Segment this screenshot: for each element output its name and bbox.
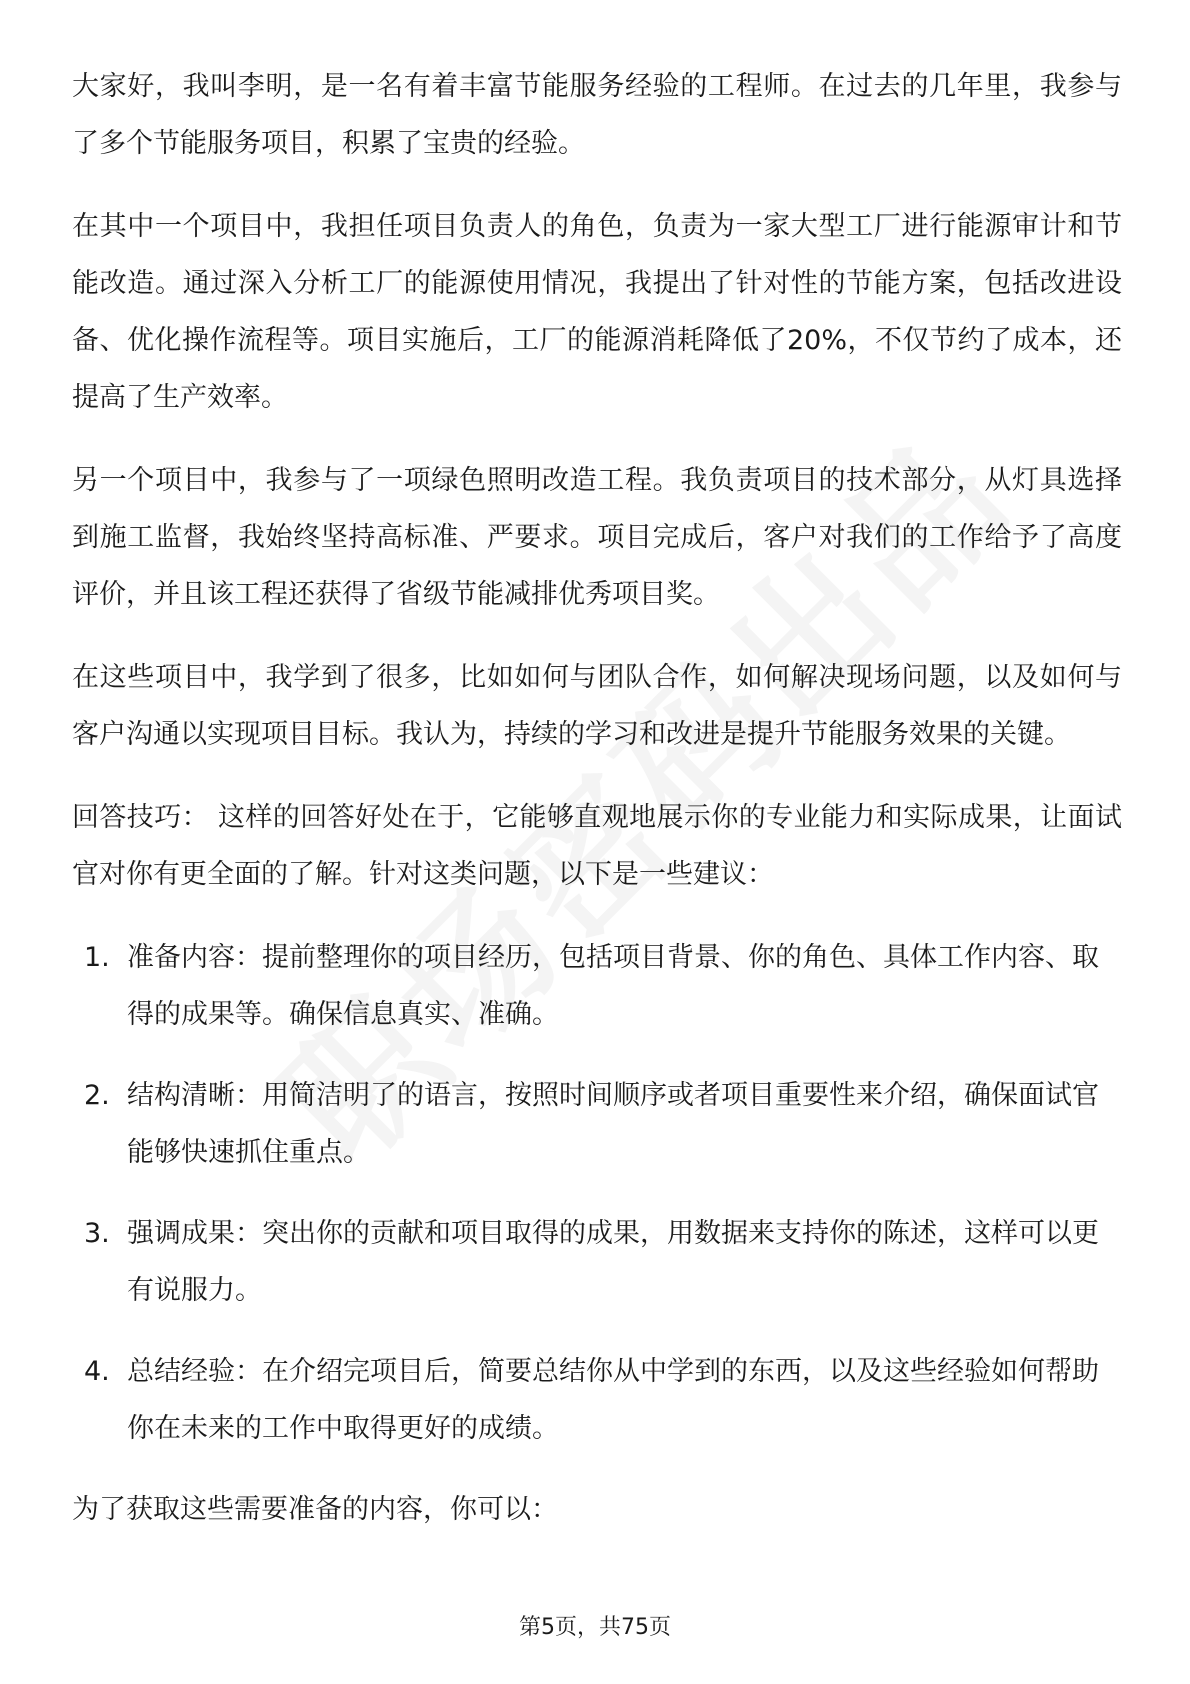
paragraph-intro: 大家好，我叫李明，是一名有着丰富节能服务经验的工程师。在过去的几年里，我参与了多个节能服务项目，积累了宝贵的经验。 <box>72 71 1122 159</box>
page-content <box>72 58 1122 1564</box>
page-footer: 第5页，共75页 <box>519 1615 671 1640</box>
list-item-number: 1. <box>84 942 110 973</box>
paragraph-closing: 为了获取这些需要准备的内容，你可以： <box>72 1494 558 1525</box>
list-item-text: 总结经验：在介绍完项目后，简要总结你从中学到的东西，以及这些经验如何帮助你在未来的工作中取得更好的成绩。 <box>127 1356 1099 1444</box>
list-item <box>72 1205 1122 1319</box>
tips-list <box>72 929 1122 1457</box>
paragraph-project-one: 在其中一个项目中，我担任项目负责人的角色，负责为一家大型工厂进行能源审计和节能改造。通过深入分析工厂的能源使用情况，我提出了针对性的节能方案，包括改进设备、优化操作流程等。项目实施后，工厂的能源消耗降低了20%，不仅节约了成本，还提高了生产效率。 <box>72 211 1122 413</box>
list-item-text: 结构清晰：用简洁明了的语言，按照时间顺序或者项目重要性来介绍，确保面试官能够快速抓住重点。 <box>127 1080 1099 1168</box>
list-item <box>72 1067 1122 1181</box>
list-item <box>72 1343 1122 1457</box>
paragraph-project-two: 另一个项目中，我参与了一项绿色照明改造工程。我负责项目的技术部分，从灯具选择到施工监督，我始终坚持高标准、严要求。项目完成后，客户对我们的工作给予了高度评价，并且该工程还获得了省级节能减排优秀项目奖。 <box>72 465 1122 610</box>
list-item-number: 2. <box>84 1080 110 1111</box>
list-item-number: 4. <box>84 1356 110 1387</box>
paragraph-lessons: 在这些项目中，我学到了很多，比如如何与团队合作，如何解决现场问题，以及如何与客户沟通以实现项目目标。我认为，持续的学习和改进是提升节能服务效果的关键。 <box>72 662 1122 750</box>
list-item-number: 3. <box>84 1218 110 1249</box>
paragraph-answer-tips: 回答技巧： 这样的回答好处在于，它能够直观地展示你的专业能力和实际成果，让面试官对你有更全面的了解。针对这类问题，以下是一些建议： <box>72 802 1122 890</box>
list-item-text: 强调成果：突出你的贡献和项目取得的成果，用数据来支持你的陈述，这样可以更有说服力。 <box>127 1218 1099 1306</box>
list-item <box>72 929 1122 1043</box>
list-item-text: 准备内容：提前整理你的项目经历，包括项目背景、你的角色、具体工作内容、取得的成果等。确保信息真实、准确。 <box>127 942 1099 1030</box>
